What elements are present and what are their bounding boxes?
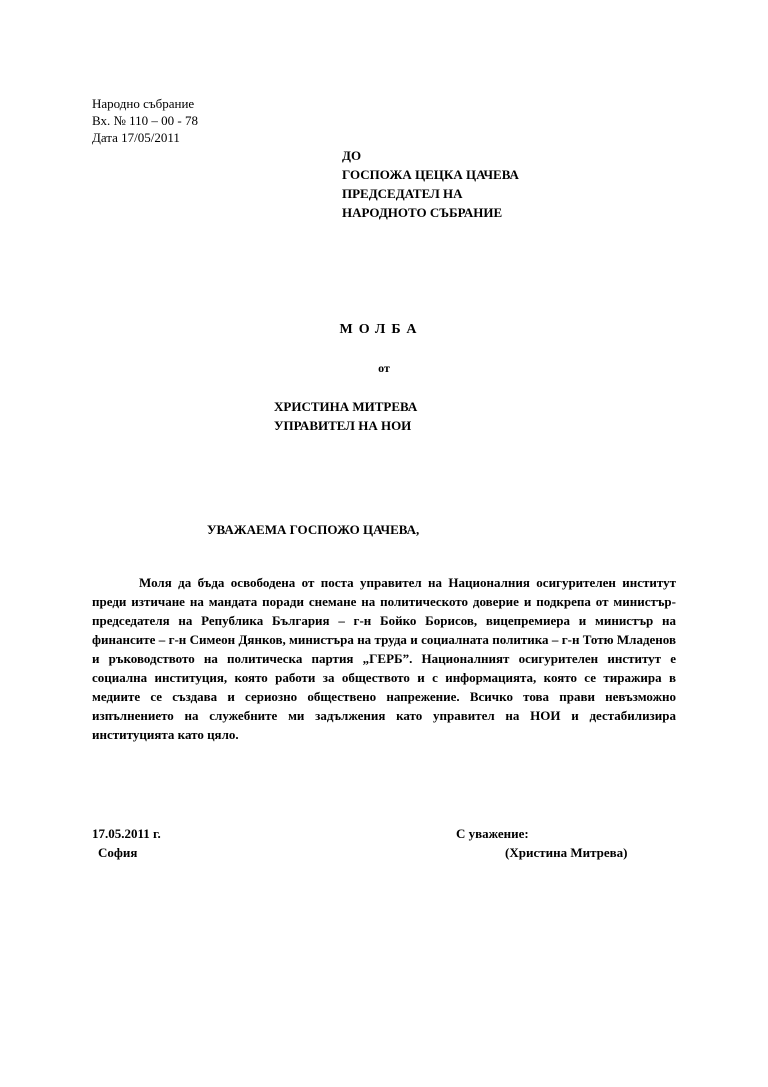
footer-date: 17.05.2011 г. <box>92 826 161 841</box>
sender-name: ХРИСТИНА МИТРЕВА <box>274 399 418 414</box>
addressee-line: ПРЕДСЕДАТЕЛ НА <box>342 186 463 201</box>
addressee-block <box>342 146 519 222</box>
stamp-reg-number: Вх. № 110 – 00 - 78 <box>92 113 198 128</box>
stamp-institution: Народно събрание <box>92 96 195 111</box>
addressee-line: НАРОДНОТО СЪБРАНИЕ <box>342 205 503 220</box>
body-paragraph-block <box>92 573 676 744</box>
salutation: УВАЖАЕМА ГОСПОЖО ЦАЧЕВА, <box>207 522 420 537</box>
addressee-line: ДО <box>342 148 362 163</box>
sender-block <box>274 397 417 435</box>
document-title: МОЛБА <box>339 322 423 337</box>
signature-block <box>456 824 627 862</box>
body-paragraph: Моля да бъда освободена от поста управител на Националния осигурителен институт преди изтичане на мандата поради снемане на политическото доверие и подкрепа от министър-председателя на Република България – г-н Бойко Борисов, вицепремиера и министър на финансите – г-н Симеон Дянков, министъра на труда и социалната политика – г-н Тотю Младенов и ръководството на политическа партия „ГЕРБ”. Националният осигурителен институт е социална институция, която работи за обществото и с информацията, която се тиражира в медиите се създава и сериозно обществено напрежение. Всичко това прави невъзможно изпълнението на служебните ми задължения като управител на НОИ и дестабилизира институцията като цяло. <box>92 575 676 742</box>
footer-date-place <box>92 824 161 862</box>
registration-stamp <box>92 95 198 146</box>
stamp-date: Дата 17/05/2011 <box>92 130 180 145</box>
closing-phrase: С уважение: <box>456 826 529 841</box>
addressee-line: ГОСПОЖА ЦЕЦКА ЦАЧЕВА <box>342 167 519 182</box>
footer-city: София <box>98 845 138 860</box>
from-label: от <box>378 361 390 375</box>
signer-name: (Христина Митрева) <box>505 845 628 860</box>
sender-position: УПРАВИТЕЛ НА НОИ <box>274 418 412 433</box>
